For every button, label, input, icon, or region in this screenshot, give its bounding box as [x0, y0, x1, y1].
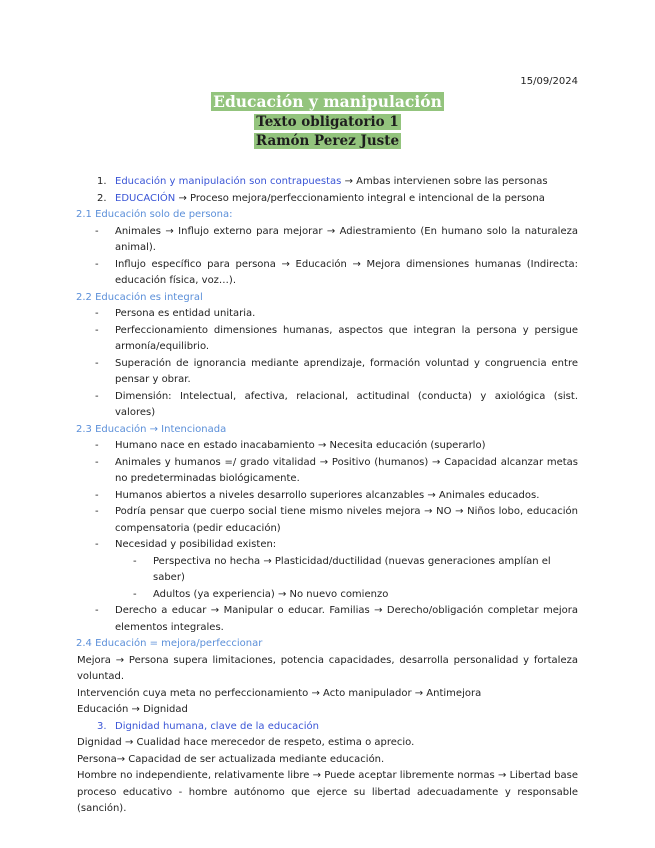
- numbered-item-2: [97, 191, 578, 208]
- item-text: → Ambas intervienen sobre las personas: [341, 176, 548, 187]
- list-item: - Dimensión: Intelectual, afectiva, relacional, actitudinal (conducta) y axiológica (sist. valores): [95, 390, 578, 418]
- paragraph: Educación → Dignidad: [77, 704, 188, 715]
- paragraph: Hombre no independiente, relativamente libre → Puede aceptar libremente normas → Libertad base proceso educativo - hombre autónomo que ejerce su libertad adecuadamente y responsable (sanción).: [77, 770, 578, 814]
- document-date: 15/09/2024: [520, 76, 578, 87]
- item-number: 1.: [97, 176, 107, 187]
- section-heading-3: [97, 719, 578, 736]
- heading-text: Dignidad humana, clave de la educación: [115, 720, 319, 732]
- list-item: - Animales y humanos =/ grado vitalidad → Positivo (humanos) → Capacidad alcanzar metas no predeterminadas biológicamente.: [95, 456, 578, 484]
- section-heading-2-1: 2.1 Educación solo de persona:: [76, 209, 233, 220]
- section-heading-2-2: 2.2 Educación es integral: [76, 291, 203, 303]
- list-item: - Podría pensar que cuerpo social tiene mismo niveles mejora → NO → Niños lobo, educación compensatoria (pedir educación): [95, 506, 578, 534]
- list-item: - Influjo específico para persona → Educación → Mejora dimensiones humanas (Indirecta: educación física, voz…).: [95, 258, 578, 286]
- main-title: Educación y manipulación: [213, 92, 442, 111]
- sub-list-item: - Perspectiva no hecha → Plasticidad/ductilidad (nuevas generaciones amplían el saber): [133, 555, 551, 583]
- numbered-item-1: [97, 174, 578, 191]
- list-item: - Humanos abiertos a niveles desarrollo superiores alcanzables → Animales educados.: [95, 489, 540, 501]
- paragraph: Dignidad → Cualidad hace merecedor de respeto, estima o aprecio.: [77, 737, 415, 748]
- subtitle-text: Texto obligatorio 1: [256, 114, 399, 130]
- sub-list-item: - Adultos (ya experiencia) → No nuevo comienzo: [133, 588, 389, 600]
- item-highlight: Educación y manipulación son contrapuestas: [115, 176, 342, 187]
- item-number: 2.: [97, 192, 107, 204]
- list-item: - Perfeccionamiento dimensiones humanas, aspectos que integran la persona y persigue armonía/equilibrio.: [95, 324, 578, 352]
- list-item: - Superación de ignorancia mediante aprendizaje, formación voluntad y congruencia entre pensar y obrar.: [95, 357, 578, 385]
- paragraph: Persona→ Capacidad de ser actualizada mediante educación.: [77, 753, 385, 765]
- item-text: → Proceso mejora/perfeccionamiento integral e intencional de la persona: [175, 192, 545, 204]
- section-heading-2-3: 2.3 Educación → Intencionada: [76, 423, 227, 435]
- document-body: [77, 174, 578, 818]
- section-heading-2-4: 2.4 Educación = mejora/perfeccionar: [76, 638, 263, 649]
- paragraph: Mejora → Persona supera limitaciones, potencia capacidades, desarrolla personalidad y fortaleza voluntad.: [77, 654, 578, 682]
- subtitle-author: Ramón Perez Juste: [255, 133, 400, 149]
- item-highlight: EDUCACIÓN: [115, 192, 176, 204]
- list-item: - Humano nace en estado inacabamiento → Necesita educación (superarlo): [95, 440, 486, 451]
- list-item: - Necesidad y posibilidad existen:: [95, 539, 277, 550]
- title-block: [0, 92, 655, 152]
- item-number: 3.: [97, 720, 107, 732]
- list-item: - Persona es entidad unitaria.: [95, 308, 256, 319]
- paragraph: Intervención cuya meta no perfeccionamiento → Acto manipulador → Antimejora: [77, 687, 482, 699]
- list-item: - Derecho a educar → Manipular o educar. Familias → Derecho/obligación completar mejora elementos integrales.: [95, 605, 578, 633]
- list-item: - Animales → Influjo externo para mejorar → Adiestramiento (En humano solo la naturaleza animal).: [95, 225, 578, 253]
